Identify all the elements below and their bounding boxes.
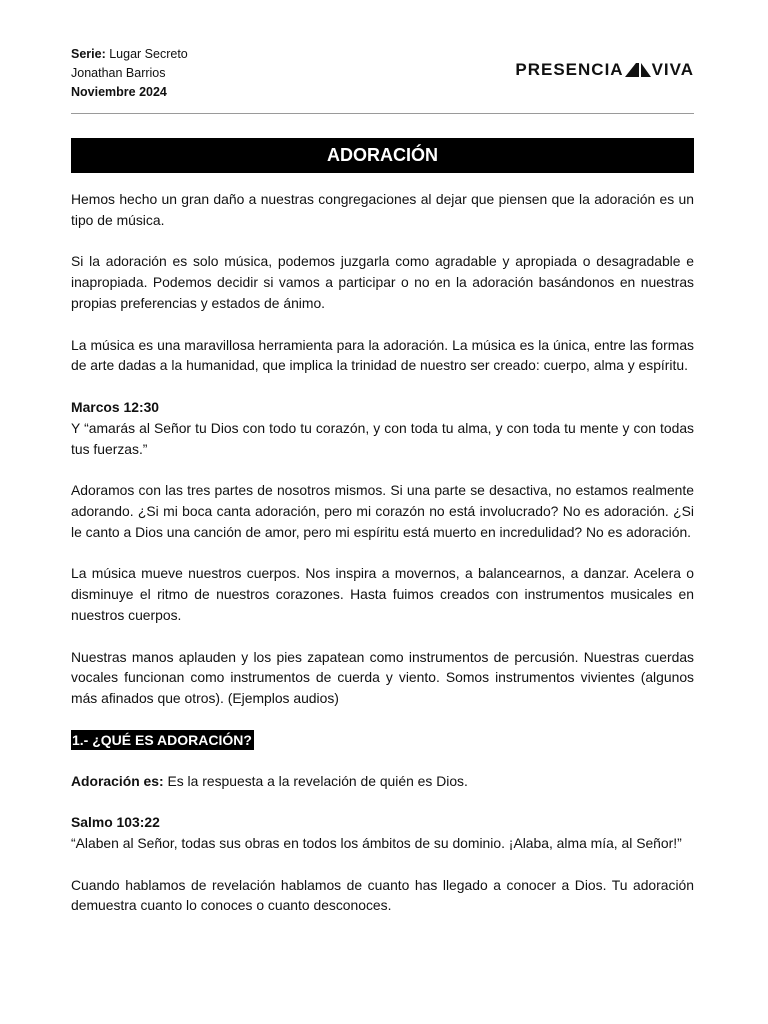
section-heading-text: 1.- ¿QUÉ ES ADORACIÓN? [72,731,252,748]
scripture-reference: Salmo 103:22 [71,814,160,831]
brand-logo [515,60,694,80]
document-body [71,189,694,916]
paragraph: La música es una maravillosa herramienta para la adoración. La música es la única, entre las formas de arte dadas a la humanidad, que implica la trinidad de nuestro ser creado: cuerpo, alma y espíritu. [71,336,694,374]
series-label: Serie: [71,47,106,61]
series-metadata [71,45,188,102]
definition-text: Es la respuesta a la revelación de quién es Dios. [163,772,468,789]
scripture-verse: “Alaben al Señor, todas sus obras en todos los ámbitos de su dominio. ¡Alaba, alma mía, al Señor!” [71,834,682,851]
scripture-block [71,397,694,459]
paragraph: La música mueve nuestros cuerpos. Nos inspira a movernos, a balancearnos, a danzar. Acelera o disminuye el ritmo de nuestros corazones. Hasta fuimos creados con instrumentos musicales en nuestros cuerpos. [71,565,694,623]
series-value: Lugar Secreto [109,47,188,61]
definition [71,771,694,792]
scripture-verse: Y “amarás al Señor tu Dios con todo tu corazón, y con toda tu alma, y con toda tu mente y con todas tus fuerzas.” [71,419,694,457]
page-title [71,138,694,173]
document-header [71,0,694,114]
document-date: Noviembre 2024 [71,85,167,99]
series-line [71,45,188,64]
brand-left-text: PRESENCIA [515,60,624,79]
definition-label: Adoración es: [71,772,164,789]
paragraph: Cuando hablamos de revelación hablamos de cuanto has llegado a conocer a Dios. Tu adoración demuestra cuanto lo conoces o cuanto desconoces. [71,876,694,914]
section-heading [71,730,694,771]
paragraph: Nuestras manos aplauden y los pies zapatean como instrumentos de percusión. Nuestras cuerdas vocales funcionan como instrumentos de cuerda y viento. Somos instrumentos vivientes (algunos más afinados que otros). (Ejemplos audios) [71,648,694,707]
brand-right-text: VIVA [651,60,694,79]
page-title-text: ADORACIÓN [327,145,438,165]
paragraph: Adoramos con las tres partes de nosotros mismos. Si una parte se desactiva, no estamos realmente adorando. ¿Si mi boca canta adoración, pero mi corazón no está involucrado? No es adoración. ¿Si le canto a Dios una canción de amor, pero mi espíritu está muerto en incredulidad? No es adoración. [71,482,694,540]
scripture-reference: Marcos 12:30 [71,398,160,415]
scripture-block [71,812,694,854]
author-name: Jonathan Barrios [71,66,166,80]
brand-triangle-icon [625,63,651,77]
paragraph: Hemos hecho un gran daño a nuestras congregaciones al dejar que piensen que la adoración es un tipo de música. [71,191,694,228]
paragraph: Si la adoración es solo música, podemos juzgarla como agradable y apropiada o desagradable e inapropiada. Podemos decidir si vamos a participar o no en la adoración basándonos en nuestras propias preferencias y estados de ánimo. [71,253,694,311]
document-page [71,0,694,937]
